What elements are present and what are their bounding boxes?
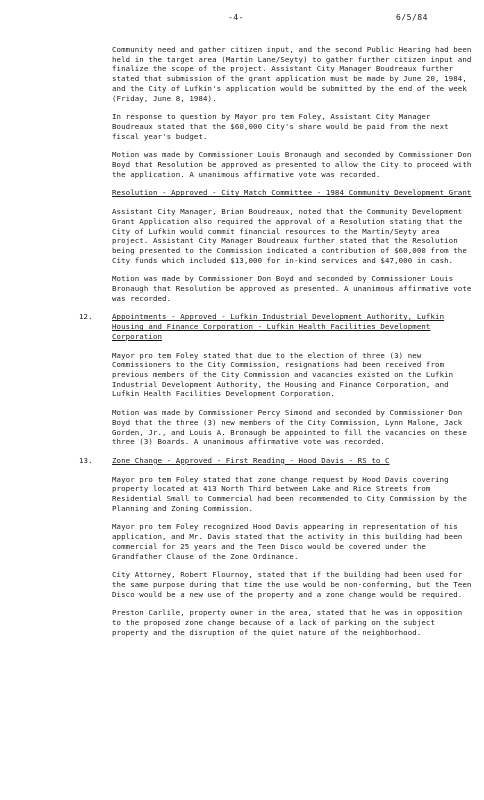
item-number: 13. bbox=[79, 455, 93, 465]
paragraph: Community need and gather citizen input, and the second Public Hearing had been held in the target area (Martin Lane/Seyty) to gather further citizen input and finalize the scope of the project. Assistant City Manager Boudreaux further stated that submission of the grant application must be made by June 20, 1984, and the City of Lufkin's application would be submitted by the end of the week (Friday, June 8, 1984). bbox=[112, 45, 472, 103]
item-heading: Appointments - Approved - Lufkin Industrial Development Authority, Lufkin Housing and Finance Corporation - Lufkin Health Facilities Development Corporation bbox=[112, 312, 445, 341]
agenda-item bbox=[79, 455, 474, 638]
agenda-item bbox=[112, 188, 474, 303]
paragraph: In response to question by Mayor pro tem Foley, Assistant City Manager Boudreaux stated that the $60,000 City's share would be paid from the next fiscal year's budget. bbox=[112, 112, 449, 141]
item-number: 12. bbox=[79, 312, 93, 322]
document-body bbox=[79, 45, 474, 646]
paragraph: Assistant City Manager, Brian Boudreaux, noted that the Community Development Grant Application also required the approval of a Resolution stating that the City of Lufkin would commit financial resources to the Martin/Seyty area project. Assistant City Manager Boudreaux further stated that the Resolution being presented to the Commission indicated a contribution of $60,000 from the City funds which included $13,000 for in-kind services and $47,000 in cash. bbox=[112, 207, 467, 265]
paragraph: Motion was made by Commissioner Louis Bronaugh and seconded by Commissioner Don Boyd that Resolution be approved as presented to allow the City to proceed with the application. A unanimous affirmative vote was recorded. bbox=[112, 150, 472, 179]
page-date: 6/5/84 bbox=[396, 13, 428, 22]
paragraph: Mayor pro tem Foley stated that zone change request by Hood Davis covering property located at 413 North Third between Lake and Rice Streets from Residential Small to Commercial had been recommended to City Commission by the Planning and Zoning Commission. bbox=[112, 474, 467, 513]
paragraph: Motion was made by Commissioner Don Boyd and seconded by Commissioner Louis Bronaugh that Resolution be approved as presented. A unanimous affirmative vote was recorded. bbox=[112, 274, 472, 303]
paragraph: City Attorney, Robert Flournoy, stated that if the building had been used for the same purpose during that time the use would be non-conforming, but the Teen Disco would be a new use of the property and a zone change would be required. bbox=[112, 570, 472, 599]
paragraph: Mayor pro tem Foley stated that due to the election of three (3) new Commissioners to the City Commission, resignations had been received from previous members of the City Commission and vacancies existed on the Lufkin Industrial Development Authority, the Housing and Finance Corporation, and Lufkin Health Facilities Development Corporation. bbox=[112, 350, 454, 399]
item-heading: Zone Change - Approved - First Reading - Hood Davis - RS to C bbox=[112, 455, 390, 465]
page-number: -4- bbox=[228, 13, 244, 22]
item-heading: Resolution - Approved - City Match Committee - 1984 Community Development Grant bbox=[112, 188, 472, 198]
agenda-item bbox=[79, 312, 474, 447]
paragraph: Mayor pro tem Foley recognized Hood Davis appearing in representation of his application, and Mr. Davis stated that the activity in this building had been commercial for 25 years and the Teen Disco would be covered under the Grandfather Clause of the Zone Ordinance. bbox=[112, 522, 463, 561]
paragraph: Preston Carlile, property owner in the area, stated that he was in opposition to the proposed zone change because of a lack of parking on the subject property and the disruption of the quiet nature of the neighborhood. bbox=[112, 608, 463, 637]
paragraph: Motion was made by Commissioner Percy Simond and seconded by Commissioner Don Boyd that the three (3) new members of the City Commission, Lynn Malone, Jack Gorden, Jr., and Louis A. Bronaugh be appointed to fill the vacancies on these three (3) Boards. A unanimous affirmative vote was recorded. bbox=[112, 408, 467, 447]
